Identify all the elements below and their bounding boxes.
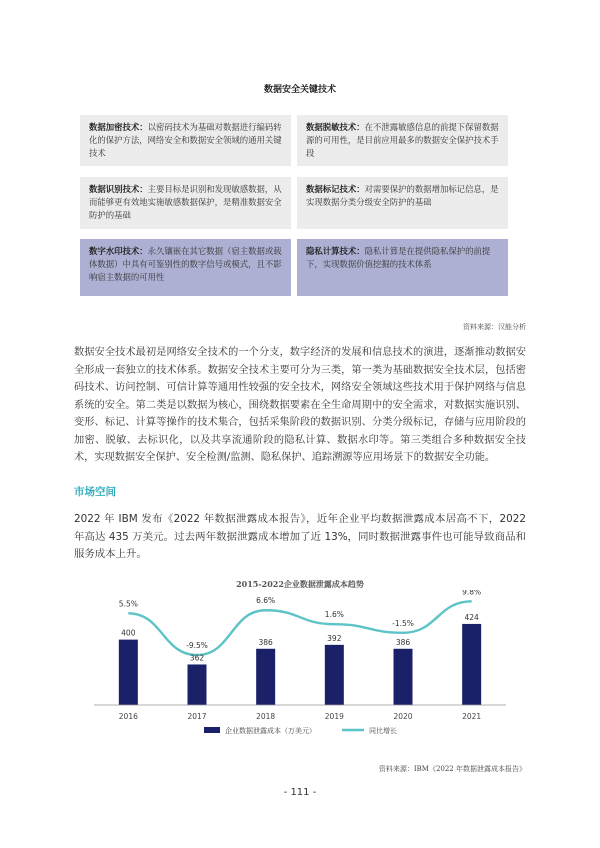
bar-2021	[462, 624, 481, 705]
card-digital-watermark	[80, 239, 291, 296]
x-tick-2020: 2020	[393, 712, 413, 721]
card-title: 数据识别技术：	[89, 184, 148, 194]
x-tick-2016: 2016	[118, 712, 138, 721]
line-label-2016: 5.5%	[118, 599, 138, 609]
card-body: 对需要保护的数据增加标记信息，是实现数据分类分级安全防护的基础	[306, 184, 499, 207]
card-body: 永久镶嵌在其它数据（宿主数据或载体数据）中具有可鉴别性的数字信号或模式，且不影响宿主数据的可用性	[89, 246, 282, 282]
line-label-2021: 9.8%	[462, 590, 482, 597]
legend-bar-swatch	[204, 727, 220, 733]
x-tick-2019: 2019	[324, 712, 344, 721]
bar-2020	[394, 649, 413, 705]
bar-label-2018: 386	[258, 637, 273, 647]
page-number: - 111 -	[283, 787, 317, 798]
chart-source: 资料来源：IBM《2022 年数据泄露成本报告》	[378, 765, 526, 773]
bar-2017	[188, 664, 207, 705]
cost-trend-chart	[74, 590, 526, 745]
card-privacy-computing	[297, 239, 508, 296]
bar-label-2017: 362	[189, 653, 205, 663]
bar-label-2019: 392	[327, 633, 342, 643]
line-label-2020: -1.5%	[392, 618, 414, 628]
x-tick-2021: 2021	[462, 712, 482, 721]
card-body: 主要目标是识别和发现敏感数据，从而能够更有效地实施敏感数据保护，是精准数据安全防护的基础	[89, 184, 282, 220]
bar-label-2016: 400	[121, 628, 136, 638]
card-data-marking	[297, 177, 508, 229]
bar-2016	[119, 640, 138, 705]
chart-title: 2015-2022企业数据泄露成本趋势	[236, 579, 364, 589]
card-title: 数据加密技术：	[89, 122, 148, 132]
card-data-encryption	[80, 115, 291, 166]
line-label-2017: -9.5%	[186, 641, 208, 651]
card-title: 数字水印技术：	[89, 246, 148, 256]
growth-line	[128, 601, 471, 655]
card-body: 在不泄露敏感信息的前提下保留数据源的可用性，是目前应用最多的数据安全保护技术手段	[306, 122, 499, 158]
section-title: 市场空间	[74, 486, 116, 498]
bar-2018	[256, 649, 275, 705]
card-body: 隐私计算是在提供隐私保护的前提下，实现数据价值挖掘的技术体系	[306, 246, 491, 269]
card-title: 数据标记技术：	[306, 184, 365, 194]
bar-2019	[325, 645, 344, 705]
figure-source: 资料来源：汉能分析	[463, 323, 526, 331]
line-label-2018: 6.6%	[256, 596, 276, 606]
legend-bar-label: 企业数据泄露成本（万美元）	[225, 727, 316, 735]
body-paragraph: 数据安全技术最初是网络安全技术的一个分支，数字经济的发展和信息技术的演进，逐渐推动数据安全形成一套独立的技术体系。数据安全技术主要可分为三类，第一类为基础数据安全技术层，包括密码技术、访问控制、可信计算等通用性较强的安全技术，网络安全领域这些技术用于保护网络与信息系统的安全。第二类是以数据为核心，围绕数据要素在全生命周期中的安全需求，对数据实施识别、变形、标记、计算等操作的技术集合，包括采集阶段的数据识别、分类分级标记，存储与应用阶段的加密、脱敏、去标识化，以及共享流通阶段的隐私计算、数据水印等。第三类组合多种数据安全技术，实现数据安全保护、安全检测/监测、隐私保护、追踪溯源等应用场景下的数据安全功能。	[74, 347, 526, 463]
line-label-2019: 1.6%	[324, 610, 344, 620]
figure-title: 数据安全关键技术	[263, 85, 336, 95]
market-paragraph: 2022 年 IBM 发布《2022 年数据泄露成本报告》，近年企业平均数据泄露成本居高不下，2022 年高达 435 万美元。过去两年数据泄露成本增加了近 13%，同时数据泄露事件也可能导致商品和服务成本上升。	[74, 513, 526, 560]
x-tick-2018: 2018	[256, 712, 276, 721]
bar-label-2021: 424	[464, 612, 479, 622]
legend-line-label: 同比增长	[369, 727, 397, 735]
card-title: 数据脱敏技术：	[306, 122, 365, 132]
card-data-identification	[80, 177, 291, 229]
x-tick-2017: 2017	[187, 712, 207, 721]
card-body: 以密码技术为基础对数据进行编码转化的保护方法，网络安全和数据安全领域的通用关键技术	[89, 122, 282, 158]
card-data-masking	[297, 115, 508, 166]
card-title: 隐私计算技术：	[306, 246, 365, 256]
bar-label-2020: 386	[395, 637, 411, 647]
